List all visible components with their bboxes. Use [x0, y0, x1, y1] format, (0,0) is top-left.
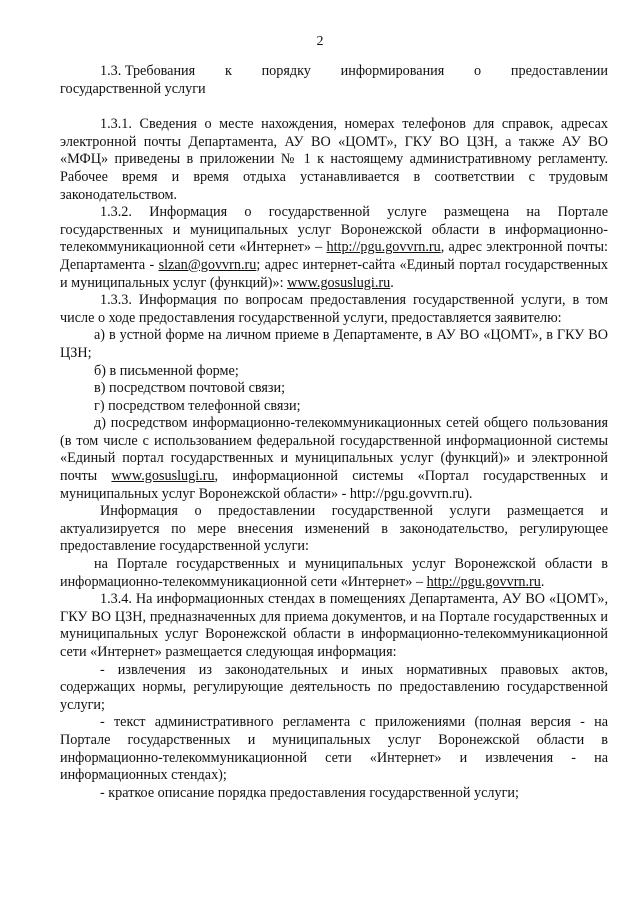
list-item-a: а) в устной форме на личном приеме в Департаменте, в АУ ВО «ЦОМТ», в ГКУ ВО ЦЗН; — [60, 327, 608, 361]
page-number: 2 — [316, 34, 324, 49]
heading-word: информирования — [340, 63, 445, 79]
heading-line-2: государственной услуги — [60, 80, 206, 97]
text-span: на Портале государственных и муниципальных услуг Воронежской области в информационно-телекоммуникационной сети «Интернет» – — [60, 556, 608, 590]
section-heading — [60, 63, 608, 98]
text-span: . — [390, 274, 394, 291]
text-span: 1.3.2. Информация о государственной услуге размещена на Портале государственных и муниципальных услуг Воронежской области в информационно-телекоммуникационной сети «Интернет» – — [60, 204, 608, 256]
paragraph-info: Информация о предоставлении государственной услуги размещается и актуализируется по мере внесения изменений в законодательство, регулирующее предоставление государственной услуги: — [60, 503, 608, 555]
heading-line-1 — [60, 63, 608, 81]
heading-word: 1.3. Требования — [100, 63, 196, 79]
paragraph-1-3-1: 1.3.1. Сведения о месте нахождения, номерах телефонов для справок, адресах электронной почты Департамента, АУ ВО «ЦОМТ», ГКУ ВО ЦЗН, а также АУ ВО «МФЦ» приведены в приложении № 1 к настоящему административному регламенту. Рабочее время и время отдыха устанавливается в соответствии с трудовым законодательством. — [60, 116, 608, 203]
heading-word: порядку — [261, 63, 311, 79]
bullet-item-3: - краткое описание порядка предоставления государственной услуги; — [100, 784, 519, 801]
document-body — [60, 63, 608, 802]
list-item-b: б) в письменной форме; — [94, 362, 239, 379]
pgu-link[interactable]: http://pgu.govvrn.ru — [326, 239, 441, 256]
list-item-v: в) посредством почтовой связи; — [94, 380, 286, 397]
bullet-item-1: - извлечения из законодательных и иных нормативных правовых актов, содержащих нормы, регулирующие деятельность по предоставлению государственной услуги; — [60, 661, 608, 713]
heading-word: предоставлении — [510, 63, 608, 79]
list-item-g: г) посредством телефонной связи; — [94, 397, 301, 414]
list-item-d — [60, 415, 608, 503]
gosuslugi-link[interactable]: www.gosuslugi.ru — [287, 274, 391, 291]
email-link[interactable]: slzan@govvrn.ru — [158, 256, 257, 273]
heading-word: о — [474, 63, 482, 79]
text-span: ; адрес интернет-сайта «Единый портал государственных и муниципальных услуг (функций)»: — [60, 256, 608, 291]
text-span: д) посредством информационно-телекоммуникационных сетей общего пользования (в том числе с использованием федеральной государственной информационной системы «Единый портал государственных и муниципальных услуг (функций)» и электронной почты — [60, 415, 608, 485]
paragraph-1-3-2 — [60, 204, 608, 292]
heading-word: к — [224, 63, 232, 79]
text-span: . — [540, 573, 545, 590]
gosuslugi-link[interactable]: www.gosuslugi.ru — [111, 468, 215, 485]
paragraph-portal — [60, 556, 608, 591]
bullet-item-2: - текст административного регламента с приложениями (полная версия - на Портале государственных и муниципальных услуг Воронежской области в информационно-телекоммуникационной сети «Интернет» и извлечения - на информационных стендах); — [60, 714, 608, 784]
paragraph-1-3-3: 1.3.3. Информация по вопросам предоставления государственной услуги, в том числе о ходе предоставления государственной услуги, предоставляется заявителю: — [60, 292, 608, 326]
paragraph-1-3-4: 1.3.4. На информационных стендах в помещениях Департамента, АУ ВО «ЦОМТ», ГКУ ВО ЦЗН, предназначенных для приема документов, и на Портале государственных и муниципальных услуг Воронежской области в информационно-телекоммуникационной сети «Интернет» размещается следующая информация: — [60, 591, 608, 660]
text-span: , адрес электронной почты: Департамента - — [60, 239, 608, 273]
pgu-link[interactable]: http://pgu.govvrn.ru — [426, 573, 541, 590]
text-span: , информационной системы «Портал государственных и муниципальных услуг Воронежской области» - http://pgu.govvrn.ru). — [60, 468, 608, 502]
